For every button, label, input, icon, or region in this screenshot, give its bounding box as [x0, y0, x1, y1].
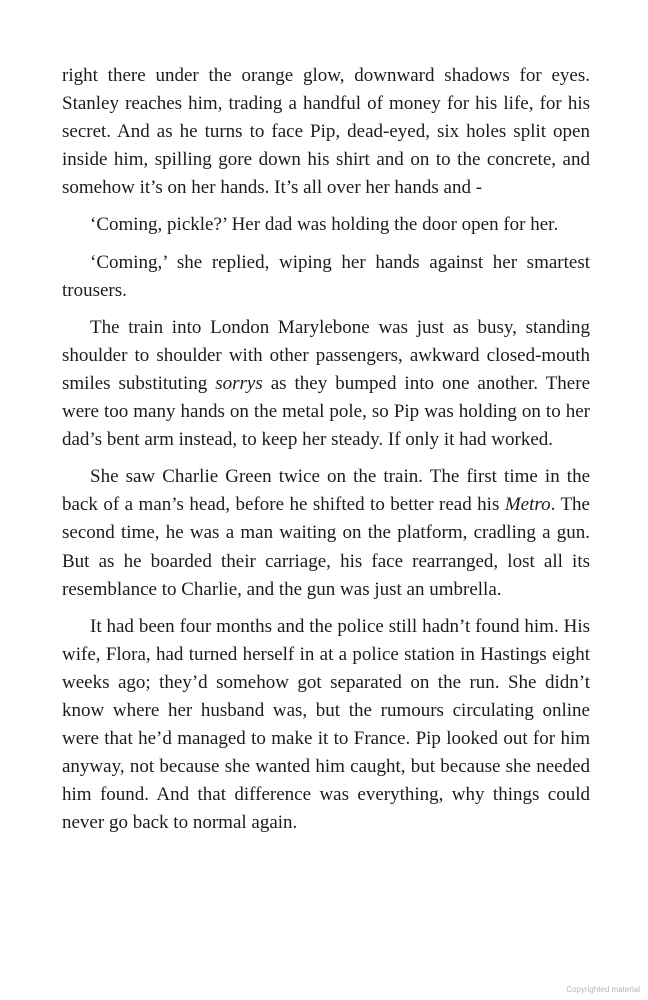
paragraph-6 — [62, 613, 590, 838]
paragraph-2-text: ‘Coming, pickle?’ Her dad was holding the door open for her. — [90, 214, 559, 236]
paragraph-3 — [62, 249, 590, 305]
paragraph-5 — [62, 463, 590, 603]
paragraph-1-text: right there under the orange glow, downward shadows for eyes. Stanley reaches him, trading a handful of money for his life, for his secret. And as he turns to face Pip, dead-eyed, six holes split open inside him, spilling gore down his shirt and on to the concrete, and somehow it’s on her hands. It’s all over her hands and - — [62, 65, 590, 199]
paragraph-1 — [62, 62, 590, 202]
copyright-watermark: Copyrighted material — [566, 985, 640, 994]
paragraph-5-text-b: . The second time, he was a man waiting on the platform, cradling a gun. But as he boarded their carriage, his face rearranged, lost all its resemblance to Charlie, and the gun was just an umbrella. — [62, 494, 590, 600]
paragraph-4-text-b: as they bumped into one another. There were too many hands on the metal pole, so Pip was holding on to her dad’s bent arm instead, to keep her steady. If only it had worked. — [62, 372, 590, 451]
paragraph-4-text-a: The train into London Marylebone was just as busy, standing shoulder to shoulder with other passengers, awkward closed-mouth smiles substituting — [62, 316, 590, 394]
paragraph-2 — [62, 211, 590, 239]
paragraph-3-text: ‘Coming,’ she replied, wiping her hands against her smartest trousers. — [62, 251, 590, 301]
paragraph-5-text-a: She saw Charlie Green twice on the train. The first time in the back of a man’s head, before he shifted to better read his — [62, 466, 590, 516]
paragraph-4-italic-word: sorrys — [215, 372, 263, 394]
book-page — [62, 62, 590, 846]
paragraph-6-text: It had been four months and the police still hadn’t found him. His wife, Flora, had turned herself in at a police station in Hastings eight weeks ago; they’d somehow got separated on the run. She didn’t know where her husband was, but the rumours circulating online were that he’d managed to make it to France. Pip looked out for him anyway, not because she wanted him caught, but because she needed him found. And that difference was everything, why things could never go back to normal again. — [62, 615, 590, 834]
paragraph-5-italic-word: Metro — [504, 494, 551, 516]
paragraph-4 — [62, 314, 590, 454]
